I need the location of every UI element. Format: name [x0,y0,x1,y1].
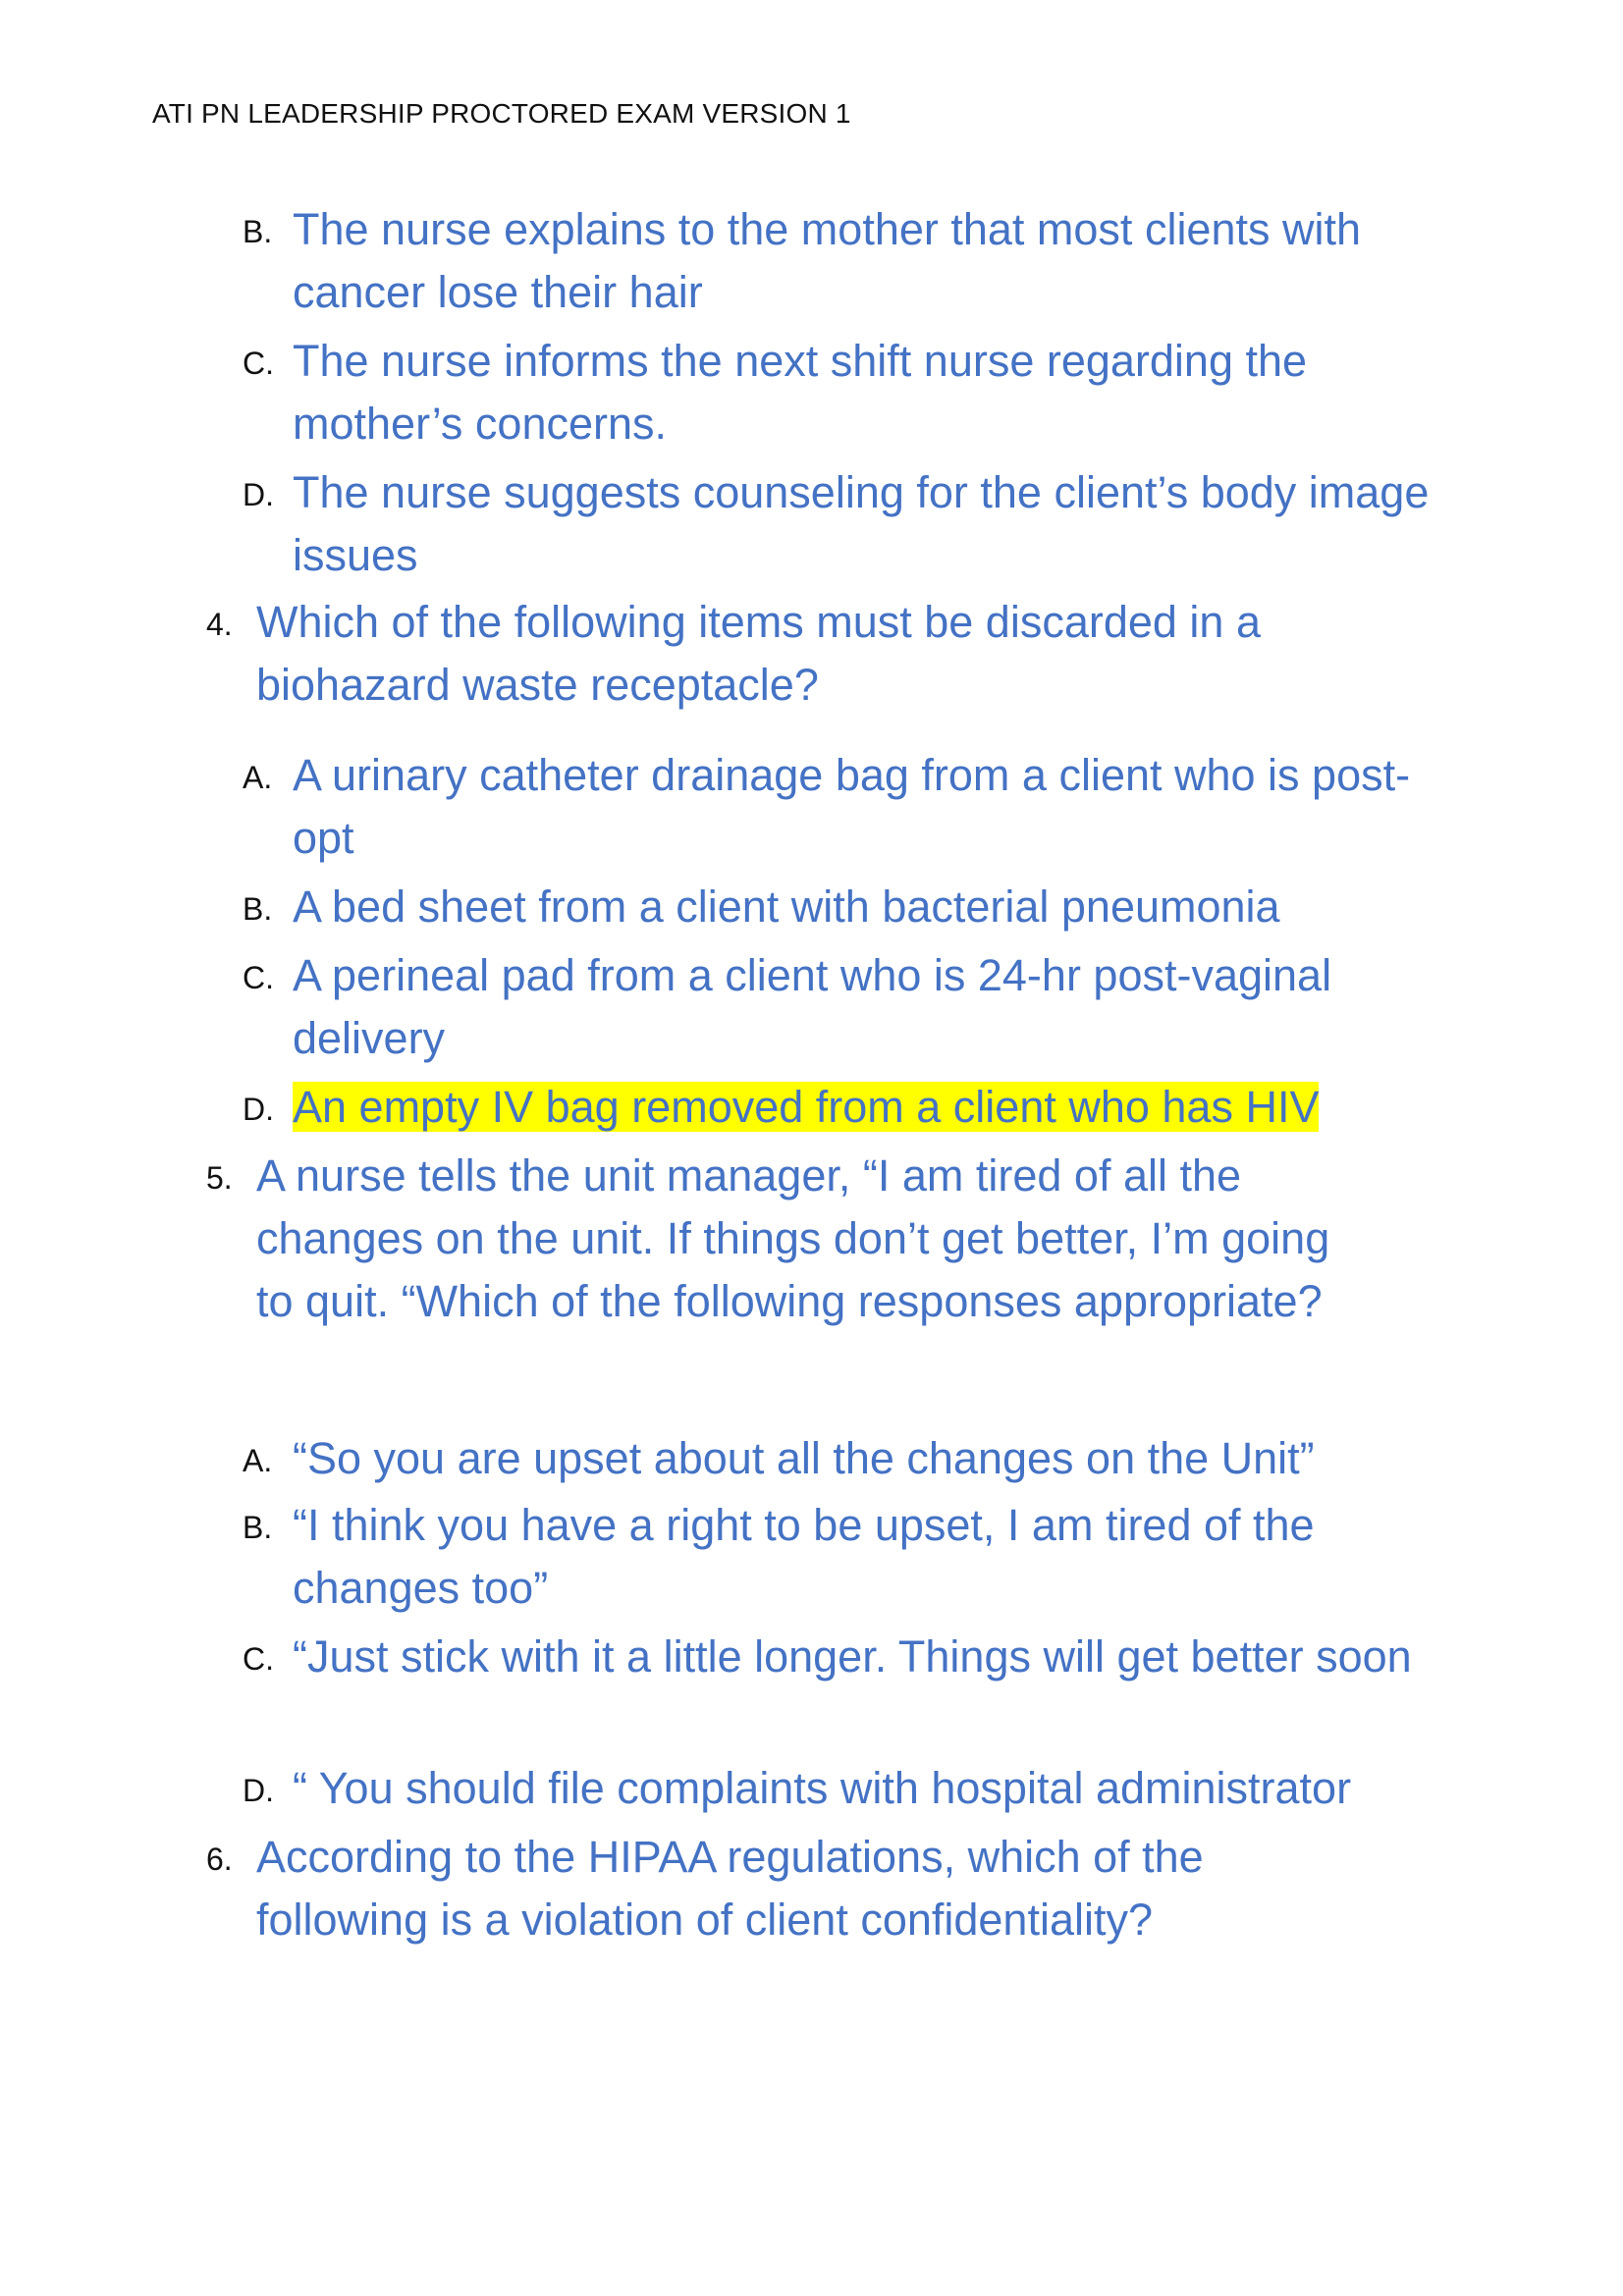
page-header: ATI PN LEADERSHIP PROCTORED EXAM VERSION 1 [152,98,851,129]
option-marker: B. [243,214,273,249]
question-4 [206,591,1366,717]
q5-option-a [243,1427,1432,1490]
question-text: A nurse tells the unit manager, “I am tired of all the changes on the unit. If things don’t get better, I’m going to quit. “Which of the following responses appropriate? [256,1150,1330,1326]
option-text: A bed sheet from a client with bacterial pneumonia [293,881,1280,932]
option-text: The nurse explains to the mother that most clients with cancer lose their hair [293,204,1362,317]
q4-option-c [243,944,1432,1070]
option-text: “ You should file complaints with hospital administrator [293,1763,1352,1813]
question-6 [206,1826,1366,1951]
option-marker: B. [243,1510,273,1545]
q4-option-a [243,744,1432,870]
question-5 [206,1145,1366,1333]
option-text: “Just stick with it a little longer. Things will get better soon [293,1631,1412,1682]
option-marker: B. [243,891,273,927]
option-text: “So you are upset about all the changes on the Unit” [293,1433,1315,1483]
option-text: “I think you have a right to be upset, I am tired of the changes too” [293,1500,1315,1613]
question-number: 4. [206,607,233,642]
option-marker: C. [243,346,274,381]
option-text [293,1076,1432,1139]
q5-option-c [243,1626,1432,1688]
q3-option-d [243,461,1432,587]
option-text: A urinary catheter drainage bag from a client who is post-opt [293,750,1411,863]
q4-option-d [243,1076,1432,1139]
option-marker: C. [243,1641,274,1677]
option-marker: D. [243,477,274,512]
q3-option-b [243,198,1432,324]
question-number: 5. [206,1160,233,1196]
option-text: The nurse informs the next shift nurse regarding the mother’s concerns. [293,336,1308,449]
option-marker: D. [243,1092,274,1127]
highlighted-answer: An empty IV bag removed from a client who has HIV [293,1082,1320,1132]
option-text: A perineal pad from a client who is 24-hr post-vaginal delivery [293,950,1332,1063]
question-text: According to the HIPAA regulations, which of the following is a violation of client confidentiality? [256,1832,1204,1945]
q5-option-d [243,1757,1432,1820]
option-marker: D. [243,1773,274,1808]
option-marker: A. [243,1443,273,1478]
question-number: 6. [206,1842,233,1877]
option-marker: A. [243,760,273,795]
q3-option-c [243,330,1432,455]
q5-option-b [243,1494,1432,1620]
option-text: The nurse suggests counseling for the client’s body image issues [293,467,1430,580]
q4-option-b [243,876,1432,938]
question-text: Which of the following items must be discarded in a biohazard waste receptacle? [256,597,1261,710]
option-marker: C. [243,960,274,995]
